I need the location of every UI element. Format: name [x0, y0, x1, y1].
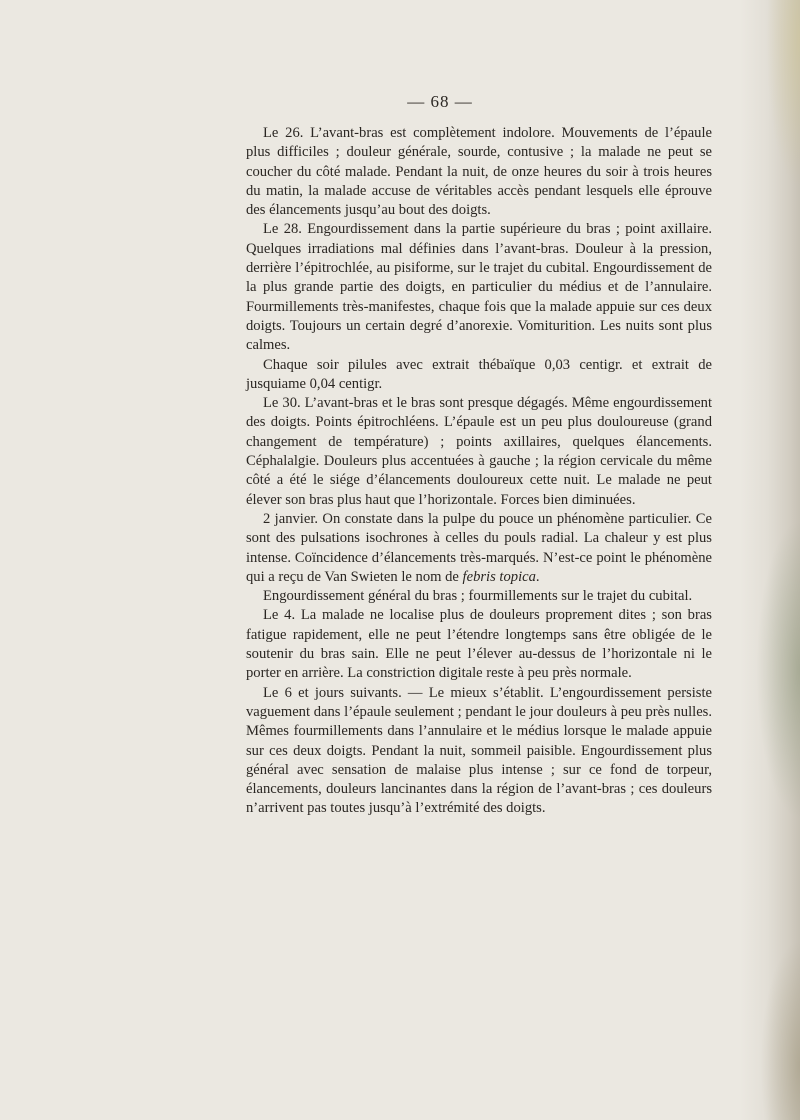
- paragraph-le-26: Le 26. L’avant-bras est complètement indolore. Mouvements de l’épaule plus difficiles ; douleur générale, sourde, contusive ; la malade ne peut se coucher du côté malade. Pendant la nuit, de onze heures du soir à trois heures du matin, la malade accuse de véritables accès pendant lesquels elle éprouve des élancements jusqu’au bout des doigts.: [246, 125, 712, 219]
- paragraph-2-janvier-text: 2 janvier. On constate dans la pulpe du pouce un phénomène particulier. Ce sont des pulsations isochrones à celles du pouls radial. La chaleur y est plus intense. Coïncidence d’élancements très-marqués. N’est-ce point le phénomène qui a reçu de Van Swieten le nom de: [246, 510, 712, 585]
- paragraph-engourdissement: Engourdissement général du bras ; fourmillements sur le trajet du cubital.: [263, 588, 693, 605]
- paragraph-le-30: Le 30. L’avant-bras et le bras sont presque dégagés. Même engourdissement des doigts. Points épitrochléens. L’épaule est un peu plus douloureuse (grand changement de température) ; points axillaires, quelques élancements. Céphalalgie. Douleurs plus accentuées à gauche ; la région cervicale du même côté a été le siége d’élancements douloureux cette nuit. Le malade ne peut élever son bras plus haut que l’horizontale. Forces bien diminuées.: [246, 395, 712, 508]
- febris-topica-term: febris topica: [462, 568, 536, 585]
- body-text: [246, 124, 712, 819]
- page-stain-middle: [756, 520, 800, 820]
- paragraph-2-janvier-end: .: [535, 568, 540, 585]
- page-stain-bottom: [760, 940, 800, 1120]
- paragraph-le-6: Le 6 et jours suivants. — Le mieux s’établit. L’engourdissement persiste vaguement dans l’épaule seulement ; pendant le jour douleurs à peu près nulles. Mêmes fourmillements dans l’annulaire et le médius lorsque le malade appuie sur ces deux doigts. Pendant la nuit, sommeil paisible. Engourdissement plus général avec sensation de malaise plus intense ; sur ce fond de torpeur, élancements, douleurs lancinantes dans la région de l’avant-bras ; ces douleurs n’arrivent pas toutes jusqu’à l’extrémité des doigts.: [246, 684, 712, 817]
- page-number: — 68 —: [407, 92, 473, 111]
- paragraph-le-4: Le 4. La malade ne localise plus de douleurs proprement dites ; son bras fatigue rapidement, elle ne peut l’étendre longtemps sans être obligée de le soutenir du bras sain. Elle ne peut l’élever au-dessus de l’horizontale ni le porter en arrière. La constriction digitale reste à peu près normale.: [246, 607, 712, 682]
- paragraph-le-28: Le 28. Engourdissement dans la partie supérieure du bras ; point axillaire. Quelques irradiations mal définies dans l’avant-bras. Douleur à la pression, derrière l’épitrochlée, au pisiforme, sur le trajet du cubital. Engourdissement de la plus grande partie des doigts, en particulier du médius et de l’annulaire. Fourmillements très-manifestes, chaque fois que la malade appuie sur ces deux doigts. Toujours un certain degré d’anorexie. Vomiturition. Les nuits sont plus calmes.: [246, 221, 712, 354]
- paragraph-prescription: Chaque soir pilules avec extrait thébaïque 0,03 centigr. et extrait de jusquiame 0,04 centigr.: [246, 356, 712, 392]
- paragraph-2-janvier: [246, 510, 712, 587]
